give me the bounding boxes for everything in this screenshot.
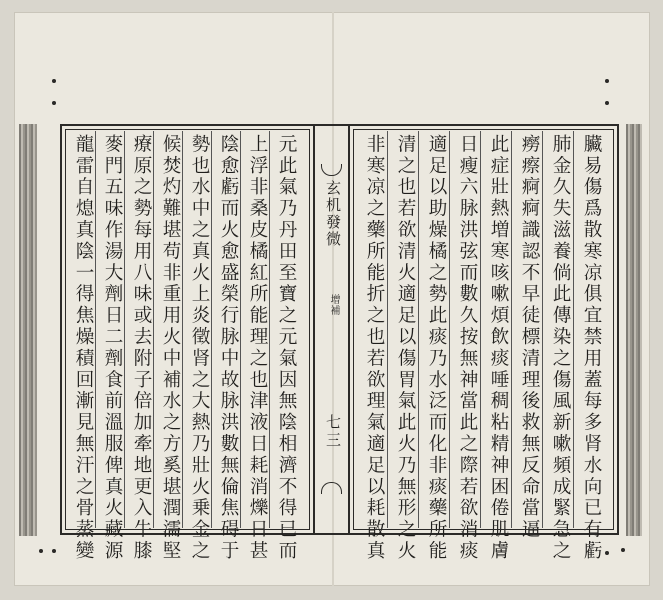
column-rule <box>124 131 125 528</box>
text-column: 元此氣乃丹田至寶之元氣因無陰相濟不得已而 <box>276 134 297 562</box>
binding-dot <box>52 549 56 553</box>
column-rule <box>387 131 388 528</box>
section-label: 增補 <box>328 294 339 316</box>
text-column: 此症壯熱増寒咳嗽煩飲痰唾稠粘精神困倦肌膚 <box>488 134 509 562</box>
binding-dot <box>605 79 609 83</box>
text-column: 龍雷自熄真陰一得焦燥積回漸見無汗之骨蒸變 <box>73 134 94 562</box>
text-column: 療原之勢每用八味或去附子倍加牽地更入牛膝 <box>131 134 152 562</box>
column-rule <box>269 131 270 528</box>
book-title: 玄机發微 <box>324 180 342 248</box>
left-text-frame <box>60 124 315 562</box>
text-column: 麥門五味作湯大劑日二劑食前溫服俾真火藏源 <box>102 134 123 562</box>
right-text-frame <box>348 124 619 562</box>
text-column: 臟易傷爲散寒凉俱宜禁用蓋每多肾水向已有虧 <box>581 134 602 562</box>
binding-dot <box>621 548 625 552</box>
strip-top-line <box>315 124 348 126</box>
strip-bottom-line <box>315 533 348 535</box>
text-column: 癆瘵痾痾識認不早徒標清理後救無反命當逼 <box>519 134 540 541</box>
text-column: 適足以助燥橘之勢此痰乃水泛而化非痰藥所能 <box>426 134 447 562</box>
bleed-through-left <box>19 124 37 536</box>
text-column: 陰愈虧而火愈盛榮行脉中故脉洪數無倫焦碍于 <box>218 134 239 562</box>
page-number: 七三 <box>324 414 342 450</box>
binding-dot <box>605 551 609 555</box>
column-rule <box>573 131 574 528</box>
text-column: 肺金久失滋養倘此傳染之傷風新嗽頻成緊急之 <box>550 134 571 562</box>
column-rule <box>211 131 212 528</box>
column-rule <box>153 131 154 528</box>
center-fold-strip <box>315 124 348 535</box>
column-rule <box>182 131 183 528</box>
binding-dot <box>52 79 56 83</box>
column-rule <box>240 131 241 528</box>
text-column: 勢也水中之真火上炎徵肾之大熱乃壯火乗金之 <box>189 134 210 562</box>
column-rule <box>511 131 512 528</box>
column-rule <box>418 131 419 528</box>
text-column: 上浮非桑皮橘紅所能理之也津液日耗消爍日甚 <box>247 134 268 562</box>
binding-dot <box>39 549 43 553</box>
column-rule <box>542 131 543 528</box>
text-column: 清之也若欲清火適足以傷胃氣此火乃無形之火 <box>395 134 416 562</box>
fish-tail-mark-lower <box>321 482 342 494</box>
column-rule <box>449 131 450 528</box>
text-column: 候焚灼難堪苟非重用火中補水之方奚堪潤濡堅 <box>160 134 181 562</box>
bleed-through-right <box>626 124 642 536</box>
text-column: 日瘦六脉洪弦而數久按無神當此之際若欲消痰 <box>457 134 478 562</box>
column-rule <box>95 131 96 528</box>
fish-tail-mark-upper <box>321 164 342 176</box>
column-rule <box>480 131 481 528</box>
binding-dot <box>52 101 56 105</box>
binding-dot <box>605 101 609 105</box>
text-column: 非寒凉之藥所能折之也若欲理氣適足以耗散真 <box>364 134 385 562</box>
